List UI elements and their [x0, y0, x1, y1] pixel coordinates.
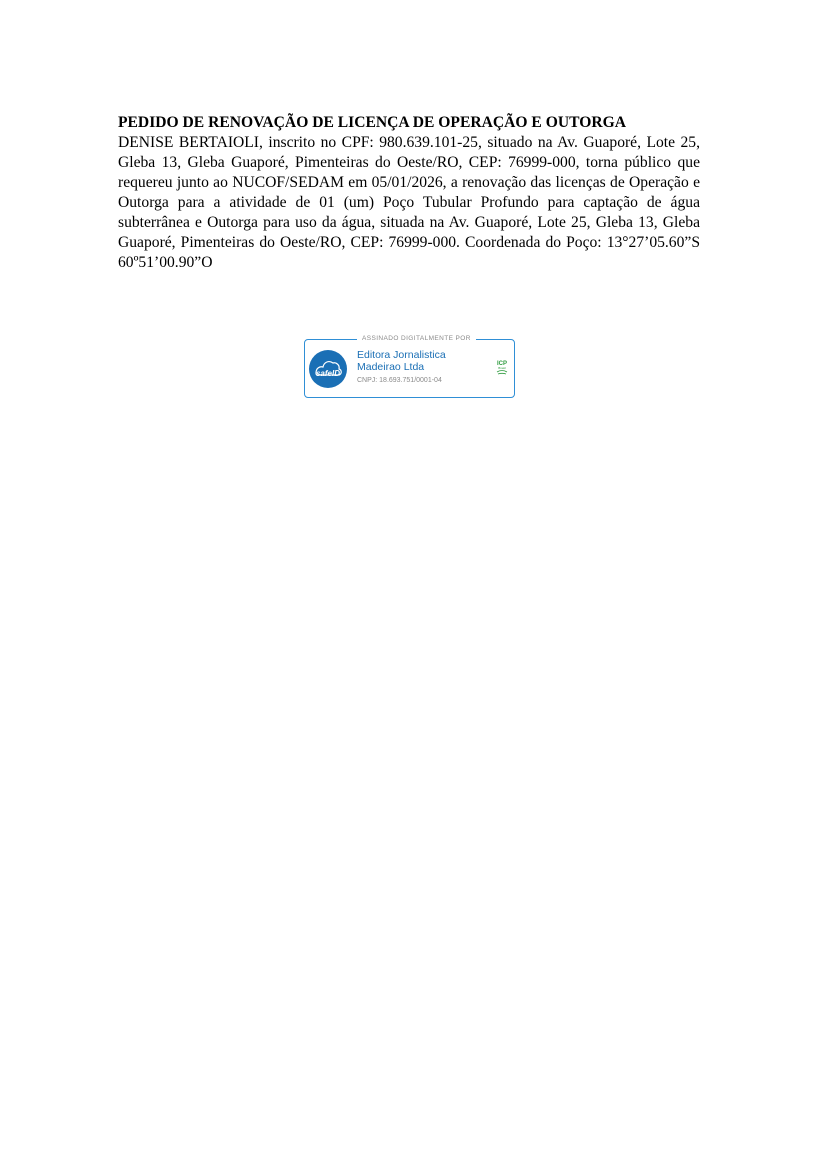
- svg-text:ICP: ICP: [496, 361, 508, 367]
- signer-cnpj: CNPJ: 18.693.751/0001-04: [357, 377, 442, 384]
- icp-brasil-logo: [495, 359, 509, 377]
- safeid-cloud-logo: [308, 349, 348, 389]
- signature-header: ASSINADO DIGITALMENTE POR: [357, 334, 476, 344]
- public-notice: [118, 113, 700, 273]
- svg-text:safeID: safeID: [315, 369, 341, 378]
- digital-signature-stamp: [304, 335, 515, 398]
- signer-name-line2: Madeirao Ltda: [357, 361, 425, 373]
- notice-body: DENISE BERTAIOLI, inscrito no CPF: 980.639.101-25, situado na Av. Guaporé, Lote 25, Gleba 13, Gleba Guaporé, Pimenteiras do Oeste/RO, CEP: 76999-000, torna público que requereu junto ao NUCOF/SEDAM em 05/01/2026, a renovação das licenças de Operação e Outorga para a atividade de 01 (um) Poço Tubular Profundo para captação de água subterrânea e Outorga para uso da água, situada na Av. Guaporé, Lote 25, Gleba 13, Gleba Guaporé, Pimenteiras do Oeste/RO, CEP: 76999-000. Coordenada do Poço: 13°27’05.60”S 60º51’00.90”O: [118, 134, 700, 271]
- svg-text:Brasil: Brasil: [498, 366, 506, 370]
- notice-title: PEDIDO DE RENOVAÇÃO DE LICENÇA DE OPERAÇÃO E OUTORGA: [118, 114, 627, 131]
- signer-name-line1: Editora Jornalistica: [357, 349, 446, 361]
